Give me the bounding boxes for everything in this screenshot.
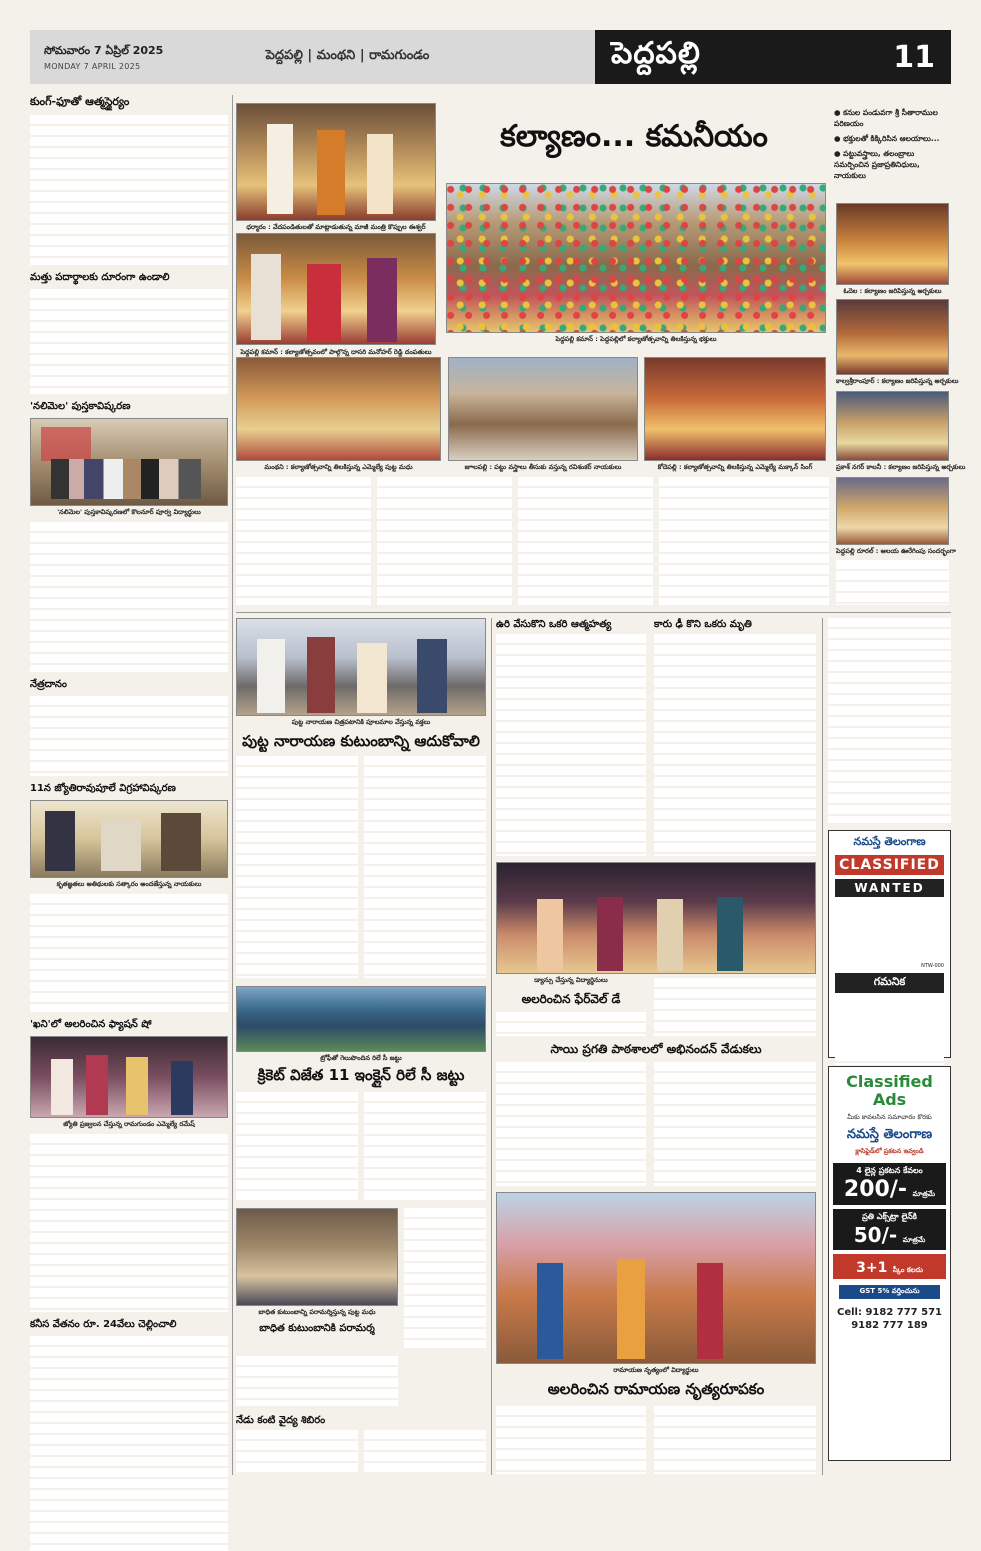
family-body: [404, 1208, 486, 1348]
four-lines-label: 4 లైన్ల ప్రకటన కేవలం: [856, 1166, 923, 1175]
masthead-left: [30, 30, 595, 84]
headline-car: కారు ఢీ కొని ఒకరు మృతి: [654, 619, 752, 630]
dharmaram-photo: [236, 103, 436, 221]
cricket-photo: [236, 986, 486, 1052]
kalvasriram-photo: [836, 299, 949, 375]
ramayana-body-col2: [654, 1406, 816, 1474]
ramayana-body-col1: [496, 1406, 646, 1474]
ad-line-1: మీకు కావలసిన సమాచారం కొరకు: [847, 1113, 932, 1121]
caption-kodepalli: కోదెపల్లి : కల్యాణోత్సవాన్ని తిలకిస్తున్న ఎమ్మెల్యే మక్కాన్ సింగ్: [657, 463, 813, 471]
wanted-body: [835, 901, 944, 959]
kalyanam-body-col5: [836, 560, 949, 605]
crowd-photo: [446, 183, 826, 333]
farewell-photo: [496, 862, 816, 974]
headline-cricket: క్రికెట్ విజేత 11 ఇంక్లైన్ రిలే సీ జట్టు: [257, 1066, 465, 1084]
headline-family: బాధిత కుటుంబానికి పరామర్శ: [259, 1323, 375, 1334]
farewell-body: [654, 978, 816, 1036]
gamanika-body: [835, 997, 944, 1065]
kalyanam-headline: [444, 105, 824, 175]
price-50: 50/- మాత్రమే: [853, 1223, 926, 1247]
caption-julapalli: జూలపల్లి : పట్టు వస్త్రాలు తీసుకు వస్తున్న రవిశంకర్ నాయకులు: [464, 463, 622, 471]
putta-photo: [236, 618, 486, 716]
classified-label: CLASSIFIED: [835, 855, 944, 875]
extra-line-label: ప్రతి ఎక్స్‌ట్రా లైన్‌కి: [862, 1212, 917, 1221]
ad-brand: నమస్తే తెలంగాణ: [853, 835, 926, 848]
headline-eye-camp: నేడు కంటి వైద్య శిబిరం: [236, 1415, 326, 1426]
cell-number-2: 9182 777 189: [851, 1320, 928, 1331]
caption-kalvasriram: కాల్వశ్రీరాంపూర్ : కల్యాణం జరిపిస్తున్న అర్చకులు: [836, 377, 959, 385]
date-telugu: సోమవారం 7 ఏప్రిల్ 2025: [44, 43, 164, 57]
ads-column: [828, 618, 951, 1475]
family-photo: [236, 1208, 398, 1306]
four-lines-block: [833, 1163, 946, 1205]
headline-farewell: అలరించిన ఫేర్‌వెల్ డే: [521, 992, 621, 1006]
gamanika-label: గమనిక: [835, 973, 944, 993]
masthead-right: [595, 30, 951, 84]
classified-ads-promo: [828, 1066, 951, 1461]
headline-fashion: 'ఖని'లో అలరించిన ఫ్యాషన్ షో: [30, 1019, 152, 1030]
ad-brand-2: నమస్తే తెలంగాణ: [846, 1127, 933, 1142]
kalyanam-title: కల్యాణం... కమనీయం: [500, 119, 768, 154]
kalyanam-feature: [236, 95, 966, 610]
article-book-body: [30, 522, 228, 672]
ramayana-caption: రామాయణ నృత్యంలో విద్యార్థులు: [613, 1366, 699, 1374]
rural-photo: [836, 477, 949, 545]
caption-dharmaram: ధర్మారం : వేదపండితులతో మాట్లాడుతున్న మాజీ మంత్రి కొప్పుల ఈశ్వర్: [246, 223, 426, 231]
book-launch-photo: [30, 418, 228, 506]
caption-odela: ఓదెల : కల్యాణం జరిపిస్తున్న అర్చకులు: [843, 287, 942, 295]
classified-ad-box: [828, 830, 951, 1058]
headline-kungfu: కుంగ్-ఫూతో ఆత్మస్థైర్యం: [30, 95, 130, 108]
edition-name: పెద్దపల్లి: [611, 36, 701, 71]
kalyanam-body-col4: [659, 477, 829, 605]
headline-ramayana: అలరించిన రామాయణ నృత్యరూపకం: [547, 1380, 765, 1398]
bullet-item-2: ● భక్తులతో కిక్కిరిసిన ఆలయాలు...: [834, 134, 940, 143]
date-english: MONDAY 7 APRIL 2025: [44, 61, 141, 71]
cricket-caption: ట్రోఫీతో గెలుపొందిన రిలే సీ జట్టు: [320, 1054, 402, 1062]
edition-places: పెద్దపల్లి | మంథని | రామగుండం: [265, 48, 430, 63]
gst-block: GST 5% వర్తించును: [839, 1285, 940, 1299]
article-fashion-body: [30, 1134, 228, 1312]
price-200: 200/- మాత్రమే: [843, 1177, 936, 1202]
farewell-body-2: [496, 1012, 646, 1036]
odela-photo: [836, 203, 949, 285]
date-block: [30, 44, 180, 71]
book-launch-caption: 'నలిమెల' పుస్తకావిష్కరణలో కొలనూర్ పూర్వ విద్యార్థులు: [57, 508, 201, 516]
ad-line-2: క్లాసిఫైడ్‌లో ప్రకటన ఇవ్వండి: [855, 1147, 924, 1155]
sai-body-col2: [654, 1062, 816, 1186]
divider-right: [822, 618, 823, 1475]
article-statue-body: [30, 894, 228, 1012]
fashion-photo: [30, 1036, 228, 1118]
peddapalli-kaman-photo: [236, 233, 436, 345]
divider-middle: [491, 618, 492, 1475]
bullet-item-1: ● కనుల పండువగా శ్రీ సీతారాముల పరిణయం: [834, 108, 938, 128]
prakash-nagar-photo: [836, 391, 949, 461]
extra-line-block: [833, 1209, 946, 1250]
caption-manthani: మంథని : కల్యాణోత్సవాన్ని తిలకిస్తున్న ఎమ్మెల్యే పుట్ట మధు: [264, 463, 413, 471]
cell-number: Cell: 9182 777 571: [837, 1307, 942, 1318]
kalyanam-body-col2: [377, 477, 512, 605]
article-drugs-body: [30, 289, 228, 394]
caption-prakash-nagar: ప్రకాశ్ నగర్ కాలనీ : కల్యాణం జరిపిస్తున్న అర్చకులు: [836, 463, 966, 471]
headline-min-wage: కనీస వేతనం రూ. 24వేలు చెల్లించాలి: [30, 1319, 177, 1330]
family-caption: బాధిత కుటుంబాన్ని పరామర్శిస్తున్న పుట్ట మధు: [258, 1308, 376, 1316]
farewell-caption: డ్యాన్సు చేస్తున్న విద్యార్థినులు: [534, 976, 608, 984]
divider-left: [232, 95, 233, 1475]
left-column: [30, 95, 228, 1475]
headline-suicide: ఉరి వేసుకొని ఒకరి ఆత్మహత్య: [496, 619, 612, 630]
offer-block: 3+1 స్కీం కలదు: [833, 1254, 946, 1279]
putta-body-col2: [364, 756, 486, 978]
putta-body-col1: [236, 756, 358, 978]
page-number: 11: [893, 39, 935, 75]
car-body: [654, 634, 816, 856]
divider-top-feature: [236, 612, 951, 613]
fashion-caption: జ్యోతి ప్రజ్వలన చేస్తున్న రామగుండం ఎమ్మెల్యే రమేష్: [63, 1120, 195, 1128]
kalyanam-body-col3: [518, 477, 653, 605]
article-eye-donation-body: [30, 696, 228, 776]
bullet-item-3: ● పట్టువస్త్రాలు, తలంబ్రాలు సమర్పించిన ప్రజాప్రతినిధులు, నాయకులు: [834, 149, 920, 180]
ramayana-photo: [496, 1192, 816, 1364]
caption-crowd: పెద్దపల్లి కమాన్ : పెద్దపల్లిలో కల్యాణోత్సవాన్ని తిలకిస్తున్న భక్తులు: [555, 335, 717, 343]
headline-drugs: మత్తు పదార్థాలకు దూరంగా ఉండాలి: [30, 272, 170, 283]
kalyanam-bullets: [834, 107, 949, 181]
headline-book-launch: 'నలిమెల' పుస్తకావిష్కరణ: [30, 401, 131, 412]
middle-left-block: [236, 618, 486, 1475]
kodepalli-photo: [644, 357, 826, 461]
headline-putta: పుట్ట నారాయణ కుటుంబాన్ని ఆదుకోవాలి: [242, 732, 480, 750]
classified-ads-title: Classified Ads: [846, 1072, 933, 1109]
statue-caption: కృతజ్ఞతలు అతిథులకు సత్కారం అందజేస్తున్న నాయకులు: [56, 880, 202, 888]
caption-rural: పెద్దపల్లి రూరల్ : ఆలయ ఊరేగింపు సందర్భంగా: [836, 547, 956, 555]
cricket-body-col2: [364, 1092, 486, 1202]
statue-photo: [30, 800, 228, 878]
manthani-photo: [236, 357, 441, 461]
wanted-label: WANTED: [835, 879, 944, 897]
cricket-body-col1: [236, 1092, 358, 1202]
ntw-code: NTW-000: [921, 963, 944, 969]
putta-caption: పుట్ట నారాయణ చిత్రపటానికి పూలమాల వేస్తున్న వక్తలు: [291, 718, 431, 726]
headline-sai: సాయి ప్రగతి పాఠశాలలో అభినందన్ వేడుకలు: [550, 1042, 762, 1056]
masthead: [30, 30, 951, 84]
sai-body-col1: [496, 1062, 646, 1186]
caption-peddapalli-kaman: పెద్దపల్లి కమాన్ : కల్యాణోత్సవంలో పాల్గొన్న దాసరి మనోహర్ రెడ్డి దంపతులు: [240, 348, 432, 356]
kalyanam-body-col1: [236, 477, 371, 605]
julapalli-photo: [448, 357, 638, 461]
car-body-continued: [828, 618, 951, 823]
middle-right-block: [496, 618, 816, 1475]
article-kungfu-body: [30, 115, 228, 265]
headline-eye-donation: నేత్రదానం: [30, 679, 67, 690]
family-body-2: [236, 1356, 398, 1406]
suicide-body: [496, 634, 646, 856]
eye-camp-body-col2: [364, 1430, 486, 1474]
article-min-wage-body: [30, 1336, 228, 1551]
eye-camp-body-col1: [236, 1430, 358, 1474]
headline-statue: 11న జ్యోతిరావుపూలే విగ్రహావిష్కరణ: [30, 783, 176, 794]
